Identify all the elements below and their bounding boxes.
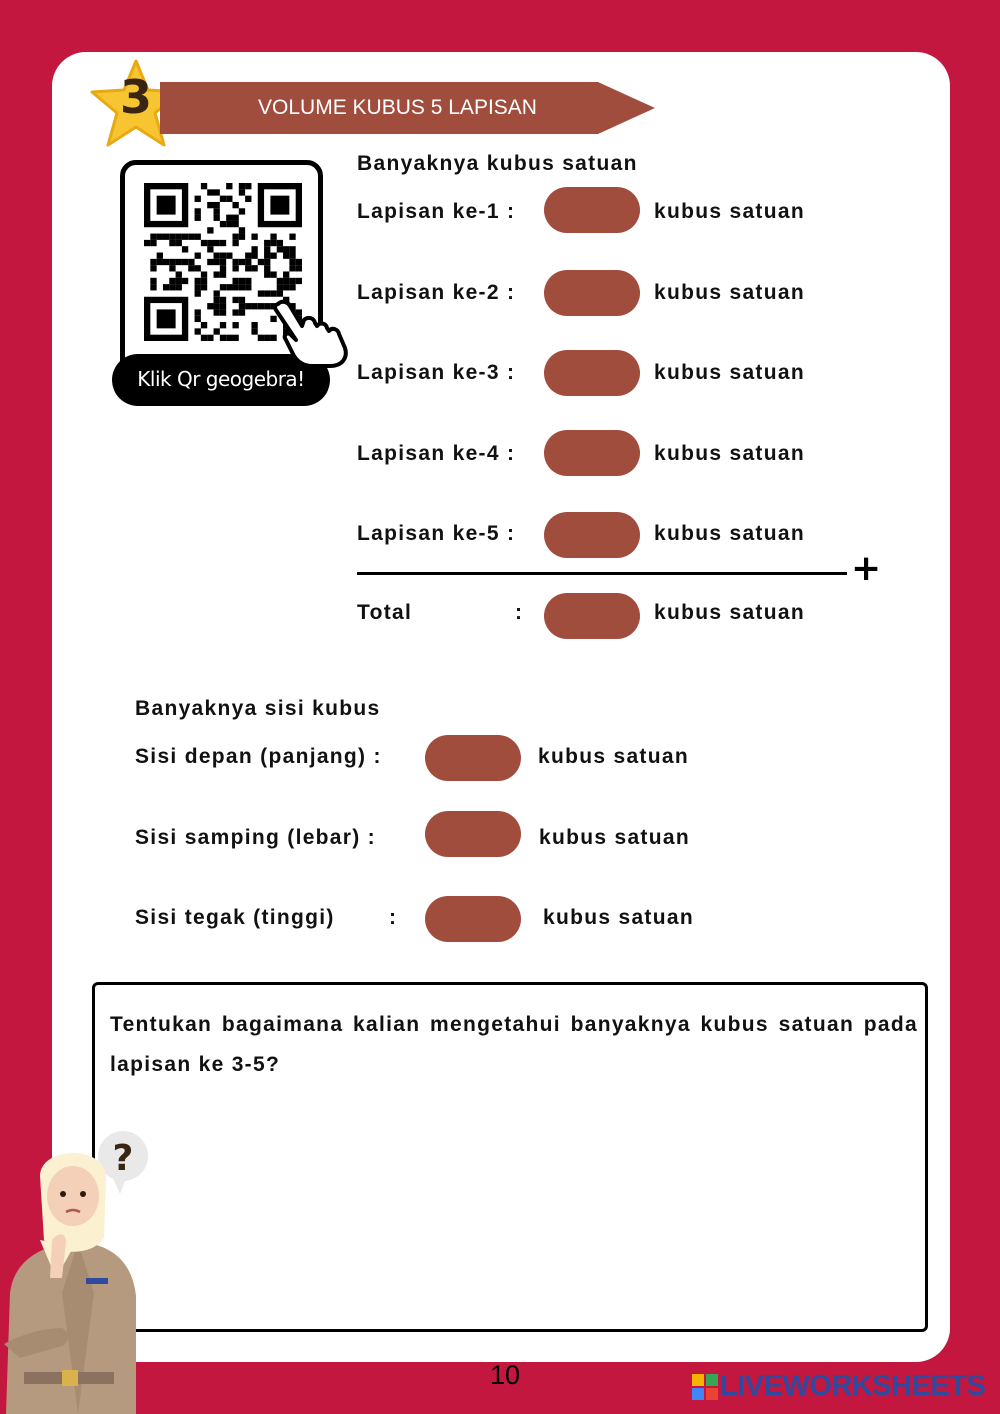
layer-1-label: Lapisan ke-1 : — [357, 200, 516, 223]
total-unit: kubus satuan — [654, 601, 805, 624]
qr-caption[interactable]: Klik Qr geogebra! — [112, 354, 330, 406]
side-height-colon: : — [389, 906, 398, 929]
layer-1-unit: kubus satuan — [654, 200, 805, 223]
total-colon: : — [515, 601, 524, 624]
layer-4-unit: kubus satuan — [654, 442, 805, 465]
side-front-label: Sisi depan (panjang) : — [135, 745, 382, 768]
total-answer[interactable] — [544, 593, 640, 639]
side-height-label: Sisi tegak (tinggi) — [135, 906, 335, 929]
side-height-answer[interactable] — [425, 896, 521, 942]
side-width-unit: kubus satuan — [539, 826, 690, 849]
layer-2-label: Lapisan ke-2 : — [357, 281, 516, 304]
section-number: 3 — [119, 70, 152, 124]
layer-3-unit: kubus satuan — [654, 361, 805, 384]
brand-name[interactable]: LIVEWORKSHEETS — [720, 1370, 986, 1402]
pointing-hand-icon — [268, 296, 350, 368]
question-text: Tentukan bagaimana kalian mengetahui banyaknya kubus satuan pada lapisan ke 3-5? — [110, 1013, 918, 1076]
layer-2-unit: kubus satuan — [654, 281, 805, 304]
liveworksheets-logo-icon — [692, 1374, 718, 1400]
layer-5-unit: kubus satuan — [654, 522, 805, 545]
layer-5-label: Lapisan ke-5 : — [357, 522, 516, 545]
layer-4-label: Lapisan ke-4 : — [357, 442, 516, 465]
section-title: VOLUME KUBUS 5 LAPISAN — [258, 96, 537, 119]
side-front-answer[interactable] — [425, 735, 521, 781]
side-width-answer[interactable] — [425, 811, 521, 857]
layer-3-answer[interactable] — [544, 350, 640, 396]
sides-heading: Banyaknya sisi kubus — [135, 697, 381, 720]
side-width-label: Sisi samping (lebar) : — [135, 826, 376, 849]
layer-3-label: Lapisan ke-3 : — [357, 361, 516, 384]
layer-5-answer[interactable] — [544, 512, 640, 558]
layer-2-answer[interactable] — [544, 270, 640, 316]
plus-sign: + — [851, 548, 882, 589]
layer-4-answer[interactable] — [544, 430, 640, 476]
side-height-unit: kubus satuan — [543, 906, 694, 929]
layer-1-answer[interactable] — [544, 187, 640, 233]
thinking-girl-illustration — [0, 1128, 160, 1414]
total-label: Total — [357, 601, 413, 624]
question-bubble-text: ? — [112, 1138, 134, 1179]
layers-heading: Banyaknya kubus satuan — [357, 152, 638, 175]
sum-line — [357, 572, 847, 575]
side-front-unit: kubus satuan — [538, 745, 689, 768]
page-number: 10 — [489, 1360, 521, 1390]
